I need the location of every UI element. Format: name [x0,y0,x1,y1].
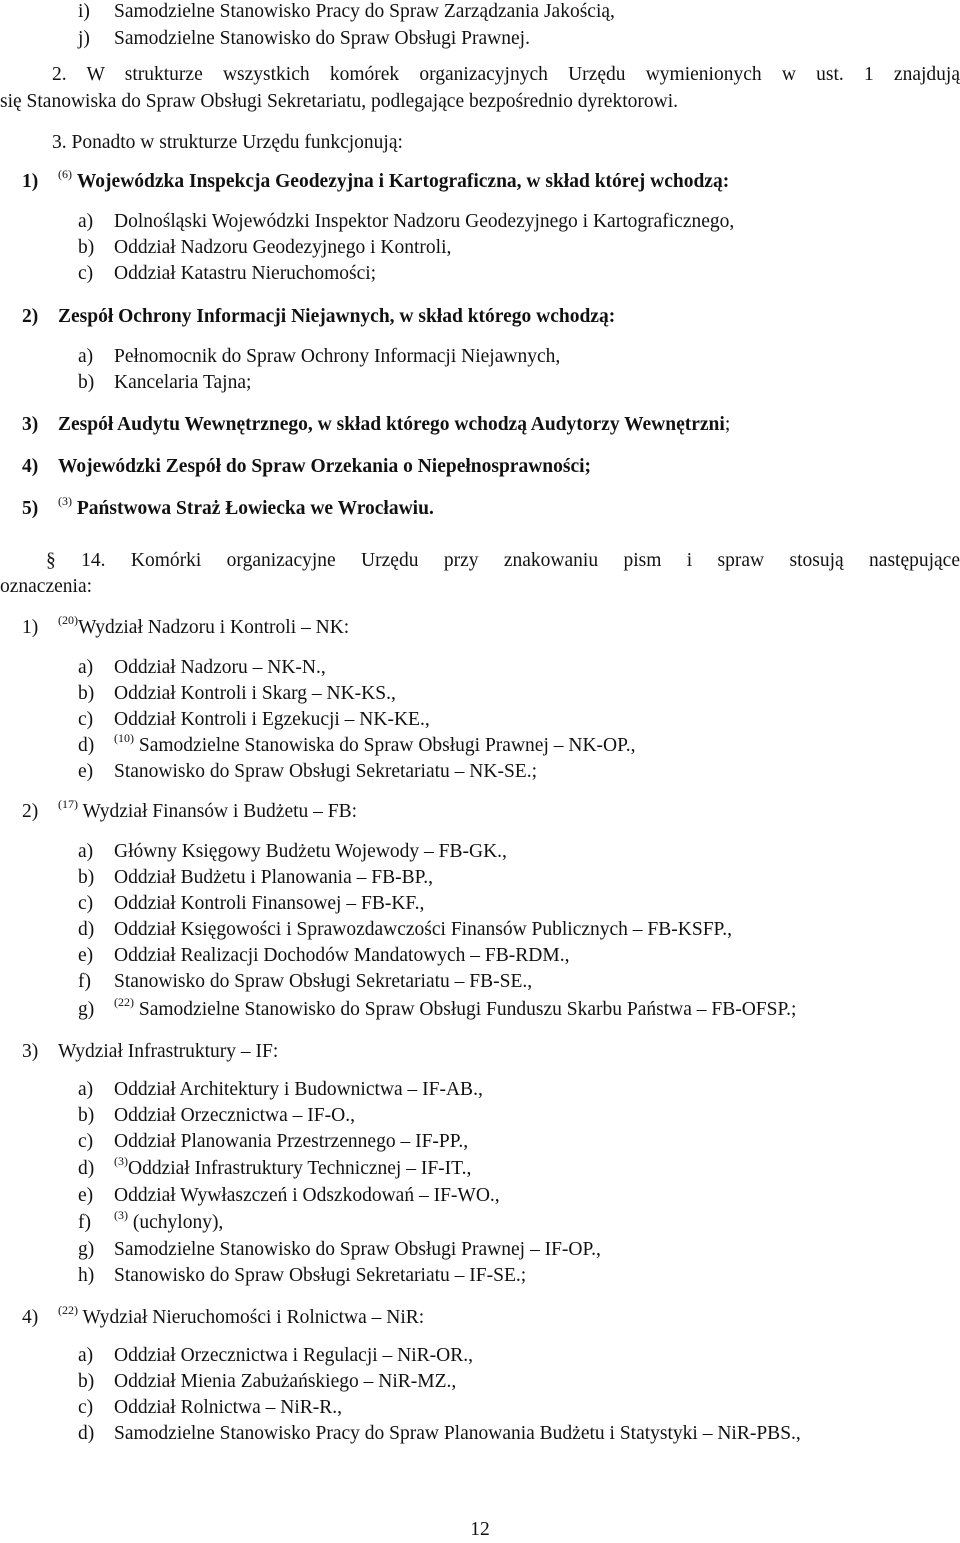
list-item: Samodzielne Stanowisko Pracy do Spraw Planowania Budżetu i Statystyki – NiR-PBS., [114,1423,801,1444]
list-item: Kancelaria Tajna; [114,372,252,393]
list-label: d) [78,919,95,940]
paragraph-2-line-2: się Stanowiska do Spraw Obsługi Sekretariatu, podlegające bezpośrednio dyrektorowi. [0,91,678,112]
unit-number-2: 2) [22,306,39,327]
department-number-3: 3) [22,1041,39,1062]
unit-heading-1 [58,167,730,195]
list-item: Oddział Mienia Zabużańskiego – NiR-MZ., [114,1371,457,1392]
list-item: Oddział Wywłaszczeń i Odszkodowań – IF-WO., [114,1185,500,1206]
list-item: Oddział Nadzoru Geodezyjnego i Kontroli, [114,237,452,258]
section-14-line-2: oznaczenia: [0,576,93,597]
unit-heading-3 [58,413,730,437]
department-number-1: 1) [22,617,39,638]
list-label: b) [78,683,95,704]
list-item-j: Samodzielne Stanowisko do Spraw Obsługi Prawnej. [114,28,530,49]
list-label: h) [78,1265,95,1286]
footnote-ref: (17) [58,797,78,811]
unit-heading-tail: ; [724,414,731,435]
list-item: Oddział Planowania Przestrzennego – IF-PP., [114,1131,469,1152]
list-item: Oddział Katastru Nieruchomości; [114,263,377,284]
list-label: d) [78,1423,95,1444]
footnote-ref: (20) [58,613,78,627]
list-item-text: Oddział Infrastruktury Technicznej – IF-IT., [128,1158,472,1179]
list-item: Oddział Kontroli i Skarg – NK-KS., [114,683,396,704]
list-label: d) [78,735,95,756]
list-label: b) [78,372,95,393]
list-label: a) [78,1345,94,1366]
list-label: c) [78,709,94,730]
department-heading-text: Wydział Nieruchomości i Rolnictwa – NiR: [82,1307,425,1328]
list-item: Oddział Realizacji Dochodów Mandatowych – FB-RDM., [114,945,570,966]
list-label: a) [78,657,94,678]
list-label: c) [78,893,94,914]
list-item: Dolnośląski Wojewódzki Inspektor Nadzoru Geodezyjnego i Kartograficznego, [114,211,735,232]
list-item: Oddział Księgowości i Sprawozdawczości Finansów Publicznych – FB-KSFP., [114,919,732,940]
list-item [114,731,636,759]
department-heading-nk [58,613,350,641]
department-number-4: 4) [22,1307,39,1328]
list-item: Stanowisko do Spraw Obsługi Sekretariatu – FB-SE., [114,971,533,992]
unit-heading-5 [58,494,434,522]
footnote-ref: (3) [114,1154,128,1168]
list-label: f) [78,971,91,992]
list-item [114,995,797,1023]
footnote-ref: (22) [114,995,134,1009]
department-number-2: 2) [22,801,39,822]
unit-heading-2: Zespół Ochrony Informacji Niejawnych, w skład którego wchodzą: [58,306,616,327]
list-label: c) [78,1131,94,1152]
list-item: Oddział Budżetu i Planowania – FB-BP., [114,867,434,888]
list-item [114,1208,224,1236]
list-label: a) [78,346,94,367]
section-14-line-1: § 14. Komórki organizacyjne Urzędu przy znakowaniu pism i spraw stosują następujące [46,550,960,571]
list-label-j: j) [78,28,90,49]
list-item: Oddział Nadzoru – NK-N., [114,657,326,678]
list-label: a) [78,841,94,862]
list-item-text: Samodzielne Stanowiska do Spraw Obsługi Prawnej – NK-OP., [138,735,636,756]
page-number: 12 [470,1519,490,1540]
unit-number-5: 5) [22,498,39,519]
list-label: c) [78,1397,94,1418]
department-heading-fb [58,797,358,825]
list-label: d) [78,1158,95,1179]
list-label: c) [78,263,94,284]
unit-heading-text: Zespół Audytu Wewnętrznego, w skład którego wchodzą Audytorzy Wewnętrzni [58,414,725,435]
list-label: a) [78,1079,94,1100]
unit-heading-4: Wojewódzki Zespół do Spraw Orzekania o Niepełnosprawności; [58,456,592,477]
list-item: Oddział Architektury i Budownictwa – IF-AB., [114,1079,483,1100]
list-item-text: Samodzielne Stanowisko do Spraw Obsługi Funduszu Skarbu Państwa – FB-OFSP.; [138,999,797,1020]
list-item-i: Samodzielne Stanowisko Pracy do Spraw Zarządzania Jakością, [114,1,615,22]
list-item: Oddział Kontroli Finansowej – FB-KF., [114,893,425,914]
department-heading-text: Wydział Finansów i Budżetu – FB: [82,801,358,822]
unit-number-1: 1) [22,171,39,192]
list-item: Oddział Rolnictwa – NiR-R., [114,1397,343,1418]
list-item-text: (uchylony), [132,1212,224,1233]
footnote-ref: (3) [58,494,72,508]
unit-heading-text: Państwowa Straż Łowiecka we Wrocławiu. [76,498,434,519]
footnote-ref: (3) [114,1208,128,1222]
list-item: Oddział Kontroli i Egzekucji – NK-KE., [114,709,430,730]
department-heading-nir [58,1303,425,1331]
list-label: g) [78,999,95,1020]
list-item: Stanowisko do Spraw Obsługi Sekretariatu – IF-SE.; [114,1265,527,1286]
list-label: b) [78,237,95,258]
list-item: Oddział Orzecznictwa – IF-O., [114,1105,355,1126]
unit-number-3: 3) [22,414,39,435]
list-label: f) [78,1212,91,1233]
paragraph-3: 3. Ponadto w strukturze Urzędu funkcjonują: [52,132,403,153]
unit-number-4: 4) [22,456,39,477]
footnote-ref: (6) [58,167,72,181]
list-label: e) [78,945,94,966]
department-heading-if: Wydział Infrastruktury – IF: [58,1041,279,1062]
list-label: a) [78,211,94,232]
unit-heading-text: Wojewódzka Inspekcja Geodezyjna i Kartograficzna, w skład której wchodzą: [76,171,730,192]
list-label: e) [78,1185,94,1206]
footnote-ref: (10) [114,731,134,745]
list-label: b) [78,1371,95,1392]
list-label: b) [78,1105,95,1126]
list-item: Stanowisko do Spraw Obsługi Sekretariatu – NK-SE.; [114,761,538,782]
list-item [114,1154,472,1182]
list-label: b) [78,867,95,888]
list-label-i: i) [78,1,90,22]
list-item: Samodzielne Stanowisko do Spraw Obsługi Prawnej – IF-OP., [114,1239,601,1260]
footnote-ref: (22) [58,1303,78,1317]
paragraph-2-line-1: 2. W strukturze wszystkich komórek organizacyjnych Urzędu wymienionych w ust. 1 znajdują [52,64,960,85]
department-heading-text: Wydział Nadzoru i Kontroli – NK: [78,617,350,638]
list-label: g) [78,1239,95,1260]
list-item: Główny Księgowy Budżetu Wojewody – FB-GK., [114,841,507,862]
list-label: e) [78,761,94,782]
list-item: Oddział Orzecznictwa i Regulacji – NiR-OR., [114,1345,474,1366]
list-item: Pełnomocnik do Spraw Ochrony Informacji Niejawnych, [114,346,561,367]
